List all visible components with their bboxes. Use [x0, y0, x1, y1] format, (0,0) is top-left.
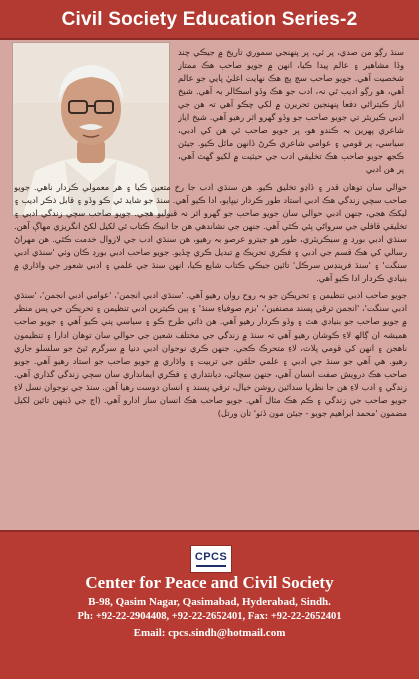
phone-fax: Ph: +92-22-2904408, +92-22-2652401, Fax: +92-22-2652401: [77, 611, 342, 622]
logo-text: CPCS: [194, 551, 228, 563]
intro-paragraph: سنڌ رڳو من صدي، پر ٽي، پر پنھنجي سموري تاريخ ۾ جيڪي چند وڏا مشاھير ۽ عالم پيدا ڪيا، انھن ۾ جويو صاحب ھڪ ممتاز شخصيت آھي. جويو صاحب سچ پچ ھڪ نھايت اعليٰ پايي جو عالم آھي، ھو رڳو اديب ٿي نہ، ادب جو ھڪ وڏو اسڪالر بہ آھي. شيخ اياز ڪيترائي دفعا پنھنجين تحريرن ۾ لکي چڪو آھي تہ ھن جي ادبي ڪيريئر تي جويو صاحب جو وڏو گھرو اثر رھيو آھي. شيخ اياز شاعري پھرين بہ ڪندو ھو، پر جويو صاحب ٿي ھن کي ادبي، سياسي، پر قومي ۽ عوامي شاعري ڪرڻ ڏانھن مائل ڪيو. جيئن ڪجھ جويو صاحب ھڪ تخليقي ادب جي حيثيت ۾ لکيو گھٽ آھي، پر ھن ادبي: [178, 47, 404, 175]
series-banner: [0, 0, 419, 40]
cpcs-logo: [190, 545, 232, 573]
paragraph-2: جويو صاحب ادبي تنظيمن ۽ تحريڪن جو بہ روح روان رھيو آھي. 'سنڌي ادبي انجمن'، 'عوامي ادبي انجمن'، 'سنڌي ادبي سنگت'، 'انجمن ترقي پسند مصنفين'، 'بزم صوفياءِ سنڌ' ۽ ٻين ڪيترين ادبي تنظيمن ۽ تحريڪن جي پس منظر ۾ جويو صاحب جو بنيادي ھٿ ۽ وڏو ڪردار رھيو آھي. ھن ذاتي طرح ڪو ۽ سياسي پني ڪيو آھي ۽ جويو صاحب ھميشہ ان ڳالھ لاءِ ڪوشان رھيو آھي تہ سنڌ ۾ زندگي جي مختلف شعبن جي حوالي سان توھان ادارا ۽ تنظيمون ناھجن ۽ انھن کي قومي پلاٽ، لاءِ متحرڪ ڪجي. جنھن ڪري نوجوان ادبي دنيا ۾ سرگرم ٿيڻ جو سلسلو جاري رھيو. ھي آھي جو سنڌ جي ادبي ۽ علمي حلقن جي تربيت ۽ واڌاري ۾ جويو صاحب جو استاد رھيو آھي. جويو صاحب ھڪ درويش صفت انسان آھي، جنھن سچائي، ديانتداري ۽ فڪري ايمانداري سان سڄي زندگي گذاري آھي. زندگي ۽ ادب لاءِ ھن جا نظريا سدائين روشن خيال، ترقي پسند ۽ انسان دوست رھيا آھن. سنڌ جي نوجوان نسل لاءِ جويو صاحب جي زندگي ۽ ڪم ھڪ مثال آھي. جويو صاحب ھڪ انسان ساز ادارو آھي. (اڄ جي ڏينھن تائين لکيل مضمون 'محمد ابراھيم جويو - جيئن مون ڏٺو' تان ورتل): [14, 290, 407, 418]
address: B-98, Qasim Nagar, Qasimabad, Hyderabad, Sindh.: [88, 596, 331, 608]
series-title: Civil Society Education Series-2: [61, 9, 358, 30]
main-text: [14, 181, 407, 521]
logo-underline: [196, 565, 226, 567]
organization-name: Center for Peace and Civil Society: [85, 573, 334, 592]
paragraph-1: حوالي سان توھان قدر ۽ ڏاڍو تخليق ڪيو. ھن سنڌي ادب جا رخ متعين ڪيا ۽ ھر معمولي ڪردار ناھي. جويو صاحب سچي زندگي ھڪ ادبي استاد طور ڪردار نيڀايو، ادا ڪيو آھي. سنڌ جو شايد ئي ڪو وڏو ۽ قابل ذڪر اديب ۽ ليکڪ ھجي، جنھن ادبي حوالي سان جويو صاحب جو گھرو اثر نہ قبوليو ھجي. جويو صاحب سچي زندگي ادبي ۽ تخليقي قافلي جي سرواڻي پئي ڪئي آھي. جنھن جي نشاندھي ھن جا انيڪ ڪتاب ئي لکيل لکڻ انگريزي مھاڳ آھن. سنڌي ادبي بورڊ ۾ سيڪريٽري، طور ھو جيترو عرصو بہ رھيو، ھن سنڌي ادب جي لازوال خدمت ڪئي. ھن مھراڻ رسالي کي ھڪ قسم جي ادبي ۽ فڪري تحريڪ ۾ تبديل ڪري ڇڏيو. جويو صاحب ادبي بورڊ ڪان وٺي 'سنڌي ادبي سنگت' ۽ 'سنڌ فرينڊس سرڪل' تائين جيڪي ڪتاب شايع ڪيا، انھن سنڌ جي علمي ۽ ادبي شعور جي واڌاري ۾ بنيادي ڪردار ادا ڪيو آھي.: [14, 182, 407, 284]
email: Email: cpcs.sindh@hotmail.com: [133, 627, 286, 639]
